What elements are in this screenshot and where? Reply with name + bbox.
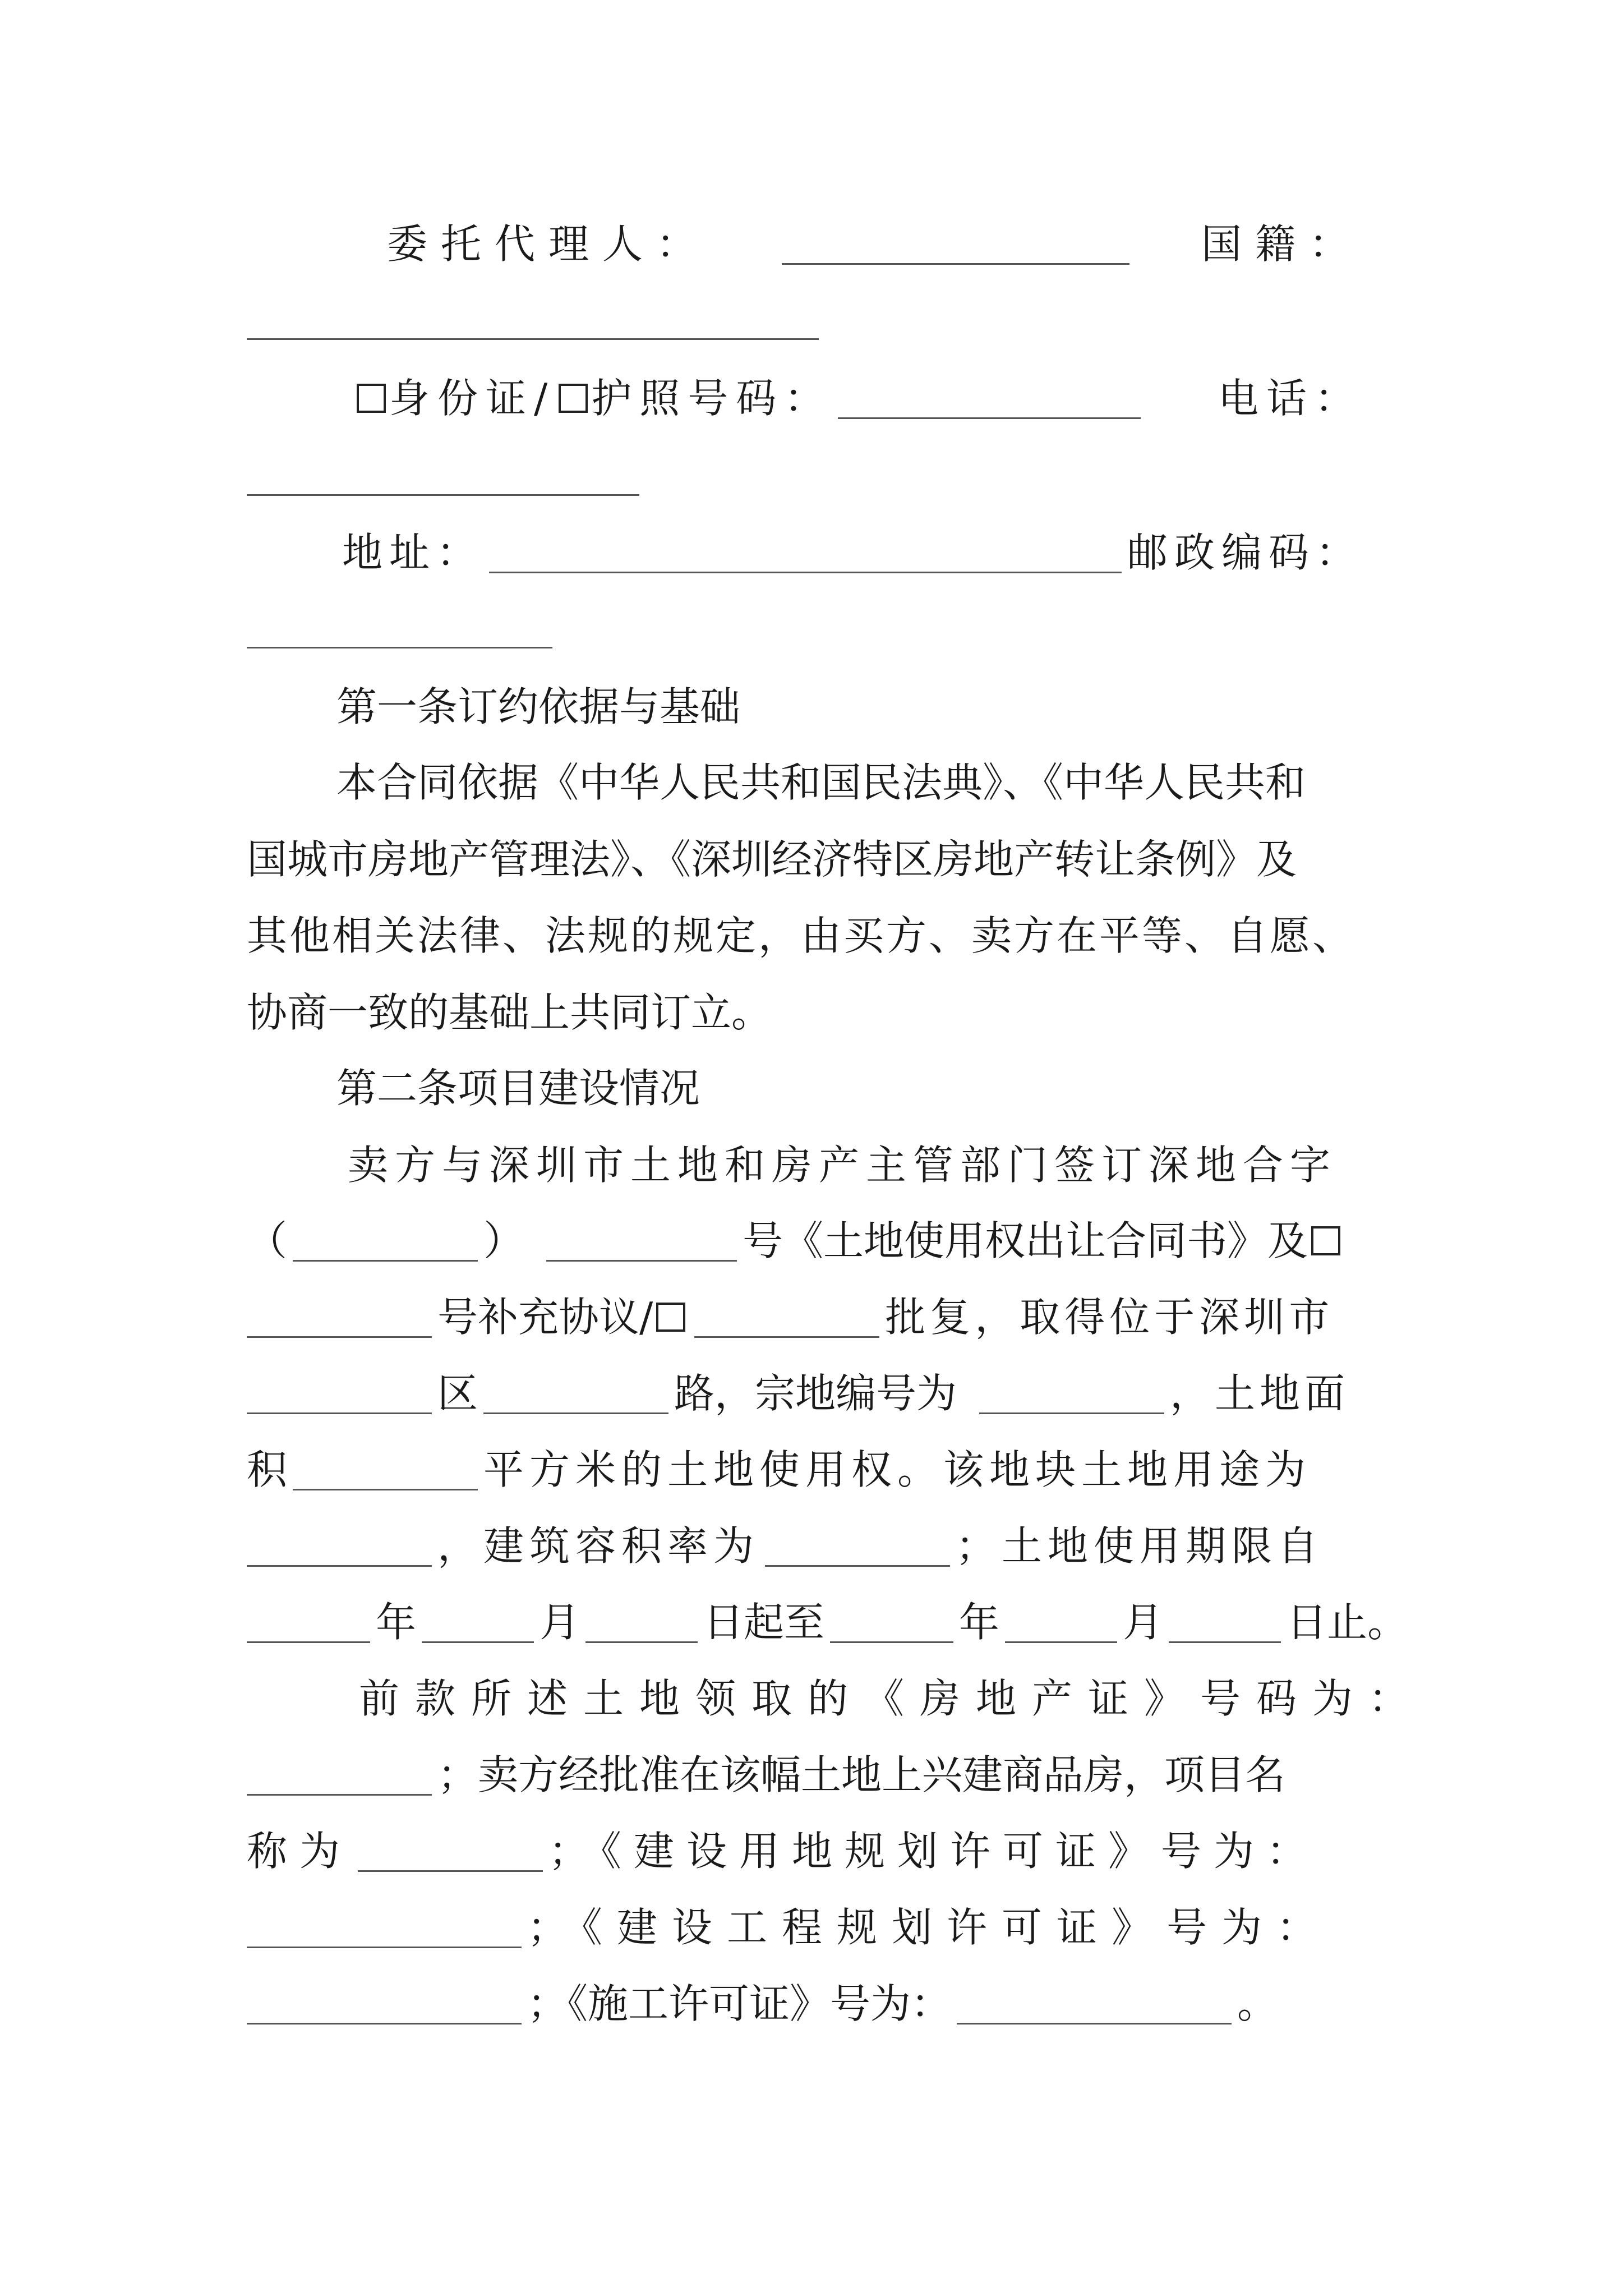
article2-line3-a: 号补充协议/ [437,1294,653,1341]
article2-line10-b: ；《建设用地规划许可证》号为： [548,1828,1320,1875]
end-month-blank[interactable] [1005,1602,1117,1643]
id-card-label: 身份证/ [389,375,556,422]
article2-line4-b: 路，宗地编号为 [674,1370,957,1417]
address-line [342,513,1363,592]
passport-blank[interactable] [838,378,1141,419]
project-name-blank[interactable] [358,1831,543,1872]
road-blank[interactable] [483,1373,668,1414]
article2-line12-a: ；《施工许可证》号为： [527,1980,952,2027]
article2-line11 [247,1888,1413,1967]
article2-line9-text: ；卖方经批准在该幅土地上兴建商品房，项目名 [437,1751,1286,1798]
start-day-blank[interactable] [585,1602,698,1643]
article2-line4-a: 区 [437,1370,478,1417]
id-line [353,359,1363,438]
day-from-label: 日起至 [703,1599,825,1646]
article2-line5-b: 平方米的土地使用权。该地块土地用途为 [483,1446,1312,1493]
construction-permit-blank[interactable] [957,1984,1232,2024]
supplement-checkbox[interactable] [1311,1226,1340,1255]
article2-line3 [247,1278,1413,1356]
postal-blank[interactable] [247,645,552,648]
land-planning-permit-blank[interactable] [247,1907,522,1948]
article2-line7 [247,1583,1413,1662]
address-blank[interactable] [489,532,1122,573]
paren-close: ） [483,1217,524,1264]
article2-line2-tail: 号《土地使用权出让合同书》及 [743,1217,1308,1264]
approval-checkbox[interactable] [656,1303,685,1332]
article1-p1-line1: 本合同依据《中华人民共和国民法典》、《中华人民共和 [336,759,1306,806]
project-planning-permit-blank[interactable] [247,1984,522,2024]
article2-line5-a: 积 [247,1446,288,1493]
article2-line1: 卖方与深圳市土地和房产主管部门签订深地合字 [348,1142,1338,1189]
id-card-checkbox[interactable] [357,384,386,413]
nationality-label: 国籍： [1201,220,1363,268]
article2-line12 [247,1964,1413,2043]
article2-line12-b: 。 [1237,1980,1278,2027]
article1-p1-line4: 协商一致的基础上共同订立。 [247,989,772,1036]
land-use-blank[interactable] [247,1526,432,1567]
article2-line11-text: ；《建设工程规划许可证》号为： [527,1904,1332,1951]
article2-line5 [247,1430,1413,1509]
paren-open: （ [247,1217,288,1264]
article2-line4 [247,1354,1413,1433]
end-year-blank[interactable] [830,1602,953,1643]
phone-label: 电话： [1218,375,1363,422]
passport-checkbox[interactable] [559,384,588,413]
real-estate-cert-blank[interactable] [247,1755,432,1796]
article1-p1-line2: 国城市房地产管理法》、《深圳经济特区房地产转让条例》及 [247,836,1297,883]
start-month-blank[interactable] [422,1602,534,1643]
agent-line [387,205,1363,283]
agent-label: 委托代理人： [387,220,711,268]
day-end-label: 日止。 [1287,1599,1408,1646]
start-year-label: 年 [376,1599,417,1646]
article2-line3-b: 批复，取得位于深圳市 [885,1294,1334,1341]
article2-line4-c: ，土地面 [1170,1370,1350,1417]
district-blank[interactable] [247,1373,432,1414]
passport-label: 护照号码： [591,375,833,422]
address-label: 地址： [342,529,484,576]
supplement-number-blank[interactable] [247,1297,432,1338]
agent-blank[interactable] [782,224,1129,265]
article1-title: 第一条订约依据与基础 [336,683,741,730]
article2-line2 [247,1202,1413,1280]
plot-ratio-blank[interactable] [765,1526,950,1567]
start-year-blank[interactable] [247,1602,370,1643]
article2-line10-a: 称为 [247,1828,353,1875]
article1-p1-line3: 其他相关法律、法规的规定，由买方、卖方在平等、自愿、 [247,912,1355,959]
contract-year-blank[interactable] [293,1221,478,1262]
nationality-blank[interactable] [247,337,819,340]
article2-line9 [247,1736,1413,1814]
article2-title: 第二条项目建设情况 [336,1065,700,1112]
article2-line10 [247,1812,1413,1890]
start-month-label: 月 [540,1599,580,1646]
end-year-label: 年 [959,1599,1000,1646]
article2-line6-b: ；土地使用期限自 [956,1522,1324,1570]
article2-line6 [247,1507,1413,1585]
end-day-blank[interactable] [1169,1602,1281,1643]
contract-number-blank[interactable] [546,1221,737,1262]
parcel-number-blank[interactable] [979,1373,1164,1414]
end-month-label: 月 [1123,1599,1164,1646]
land-area-blank[interactable] [293,1450,478,1490]
article2-line6-a: ，建筑容积率为 [437,1522,760,1570]
article2-line8: 前款所述土地领取的《房地产证》号码为： [359,1675,1425,1722]
phone-blank[interactable] [247,493,639,496]
postal-label: 邮政编码： [1127,529,1363,576]
approval-blank[interactable] [694,1297,879,1338]
